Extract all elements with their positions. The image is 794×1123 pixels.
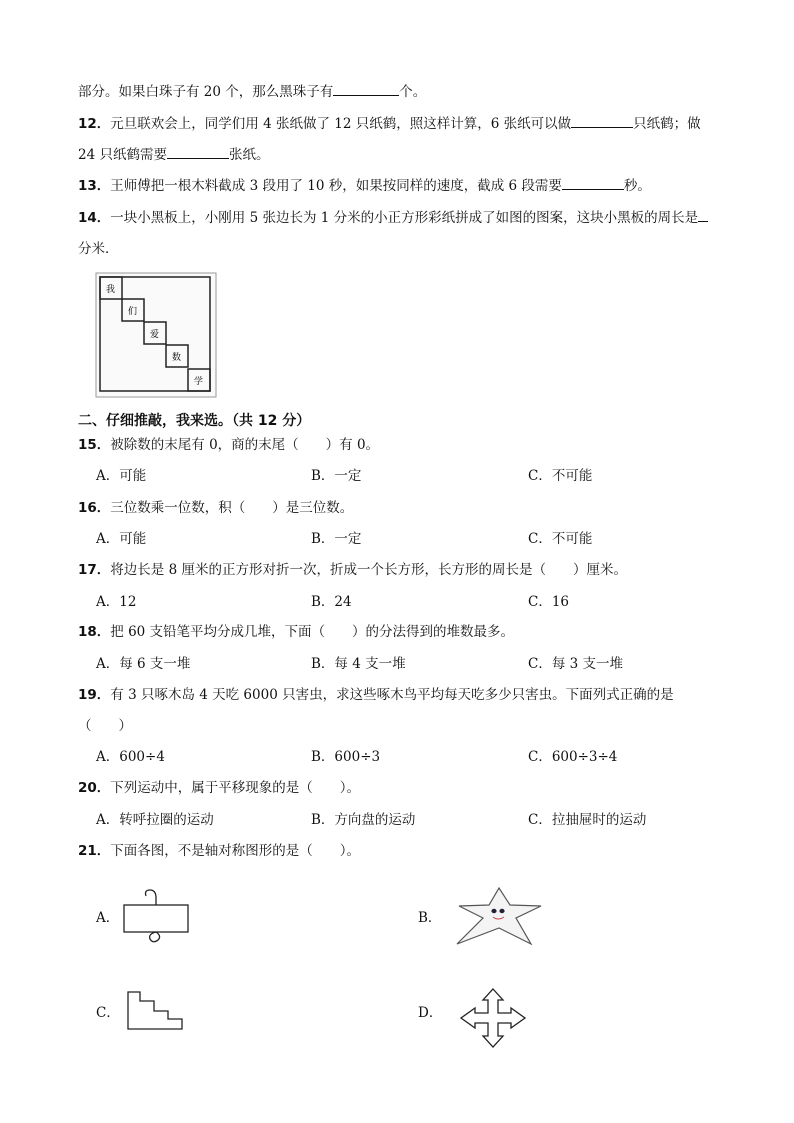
q19-line2 xyxy=(78,717,132,735)
q20-text: 下列运动中，属于平移现象的是（ ）。 xyxy=(110,780,361,796)
q11-unit: 个。 xyxy=(399,84,427,100)
q11-blank[interactable] xyxy=(333,82,399,96)
q20-option-a[interactable]: A．转呼拉圈的运动 xyxy=(96,812,214,828)
q17-option-a[interactable]: A．12 xyxy=(96,594,137,610)
q17-option-b[interactable]: B．24 xyxy=(311,594,352,610)
q14-text: 一块小黑板上，小刚用 5 张边长为 1 分米的小正方形彩纸拼成了如图的图案，这块小黑板的周长是 xyxy=(110,210,699,226)
q19-option-a[interactable]: A．600÷4 xyxy=(96,749,165,765)
star-figure[interactable] xyxy=(453,884,545,948)
q12-line2 xyxy=(78,145,269,164)
four-arrow-figure[interactable] xyxy=(458,987,528,1049)
q21-option-b-label[interactable]: B． xyxy=(418,910,442,926)
q19-text: 有 3 只啄木岛 4 天吃 6000 只害虫，求这些啄木鸟平均每天吃多少只害虫。下面列式正确的是 xyxy=(110,687,674,703)
q18-number: 18． xyxy=(78,624,111,640)
q19-number: 19． xyxy=(78,687,111,703)
q12-text: 元旦联欢会上，同学们用 4 张纸做了 12 只纸鹤，照这样计算，6 张纸可以做 xyxy=(110,116,572,132)
q18-option-c[interactable]: C．每 3 支一堆 xyxy=(528,656,624,672)
q12-text-c: 24 只纸鹤需要 xyxy=(78,147,167,163)
q15-option-a[interactable]: A．可能 xyxy=(96,468,147,484)
q14-line2 xyxy=(78,240,119,258)
q12-text-b: 只纸鹤；做 xyxy=(633,116,701,132)
q15-option-c[interactable]: C．不可能 xyxy=(528,468,593,484)
grid-char-3: 爱 xyxy=(150,330,160,340)
q12-blank-1[interactable] xyxy=(571,114,633,128)
q18-option-b[interactable]: B．每 4 支一堆 xyxy=(311,656,406,672)
q18 xyxy=(78,623,514,641)
staircase-figure[interactable] xyxy=(124,989,186,1033)
q16-number: 16． xyxy=(78,500,111,516)
blackboard-figure xyxy=(95,272,217,398)
q16-option-b[interactable]: B．一定 xyxy=(311,531,362,547)
q20-number: 20． xyxy=(78,780,111,796)
q19-paren: （ ） xyxy=(78,718,132,734)
q19-option-b[interactable]: B．600÷3 xyxy=(311,749,381,765)
q16-text: 三位数乘一位数，积（ ）是三位数。 xyxy=(110,500,354,516)
q15-number: 15． xyxy=(78,437,111,453)
q18-option-a[interactable]: A．每 6 支一堆 xyxy=(96,656,191,672)
q14-unit: 分米． xyxy=(78,241,119,257)
q21-option-d-label[interactable]: D． xyxy=(418,1005,443,1021)
q12-number: 12． xyxy=(78,116,111,132)
grid-char-4: 数 xyxy=(172,353,182,363)
q19 xyxy=(78,686,674,704)
q13-unit: 秒。 xyxy=(623,178,651,194)
q17 xyxy=(78,561,627,579)
q13-blank[interactable] xyxy=(562,176,624,190)
q12-blank-2[interactable] xyxy=(167,145,229,159)
q21-text: 下面各图，不是轴对称图形的是（ ）。 xyxy=(110,843,361,859)
q20-option-c[interactable]: C．拉抽屉时的运动 xyxy=(528,812,647,828)
q21 xyxy=(78,842,360,860)
grid-char-5: 学 xyxy=(194,377,204,387)
q17-number: 17． xyxy=(78,562,111,578)
q13-text: 王师傅把一根木料截成 3 段用了 10 秒，如果按同样的速度，截成 6 段需要 xyxy=(110,178,562,194)
q18-text: 把 60 支铅笔平均分成几堆，下面（ ）的分法得到的堆数最多。 xyxy=(110,624,515,640)
q17-text: 将边长是 8 厘米的正方形对折一次，折成一个长方形，长方形的周长是（ ）厘米。 xyxy=(110,562,627,578)
q14-number: 14． xyxy=(78,210,111,226)
q12-text-d: 张纸。 xyxy=(228,147,270,163)
q20-option-b[interactable]: B．方向盘的运动 xyxy=(311,812,416,828)
q11-tail xyxy=(78,82,426,101)
q21-number: 21． xyxy=(78,843,111,859)
grid-char-1: 我 xyxy=(106,285,116,295)
q19-option-c[interactable]: C．600÷3÷4 xyxy=(528,749,618,765)
q15-option-b[interactable]: B．一定 xyxy=(311,468,362,484)
section-heading: 二、仔细推敲，我来选。（共 12 分） xyxy=(78,413,311,429)
q15-text: 被除数的末尾有 0，商的末尾（ ）有 0。 xyxy=(110,437,380,453)
q20 xyxy=(78,779,360,797)
q16-option-a[interactable]: A．可能 xyxy=(96,531,147,547)
q11-text: 部分。如果白珠子有 20 个，那么黑珠子有 xyxy=(78,84,334,100)
q13 xyxy=(78,176,651,195)
q21-option-c-label[interactable]: C． xyxy=(96,1005,120,1021)
q13-number: 13． xyxy=(78,178,111,194)
q14-line1 xyxy=(78,208,708,227)
rectangle-with-loops-figure[interactable] xyxy=(120,886,194,946)
grid-char-2: 们 xyxy=(128,307,138,317)
q16-option-c[interactable]: C．不可能 xyxy=(528,531,593,547)
q15 xyxy=(78,436,379,454)
q12-line1 xyxy=(78,114,701,133)
q21-option-a-label[interactable]: A． xyxy=(96,910,120,926)
q16 xyxy=(78,499,353,517)
q14-blank[interactable] xyxy=(698,208,708,222)
q17-option-c[interactable]: C．16 xyxy=(528,594,570,610)
